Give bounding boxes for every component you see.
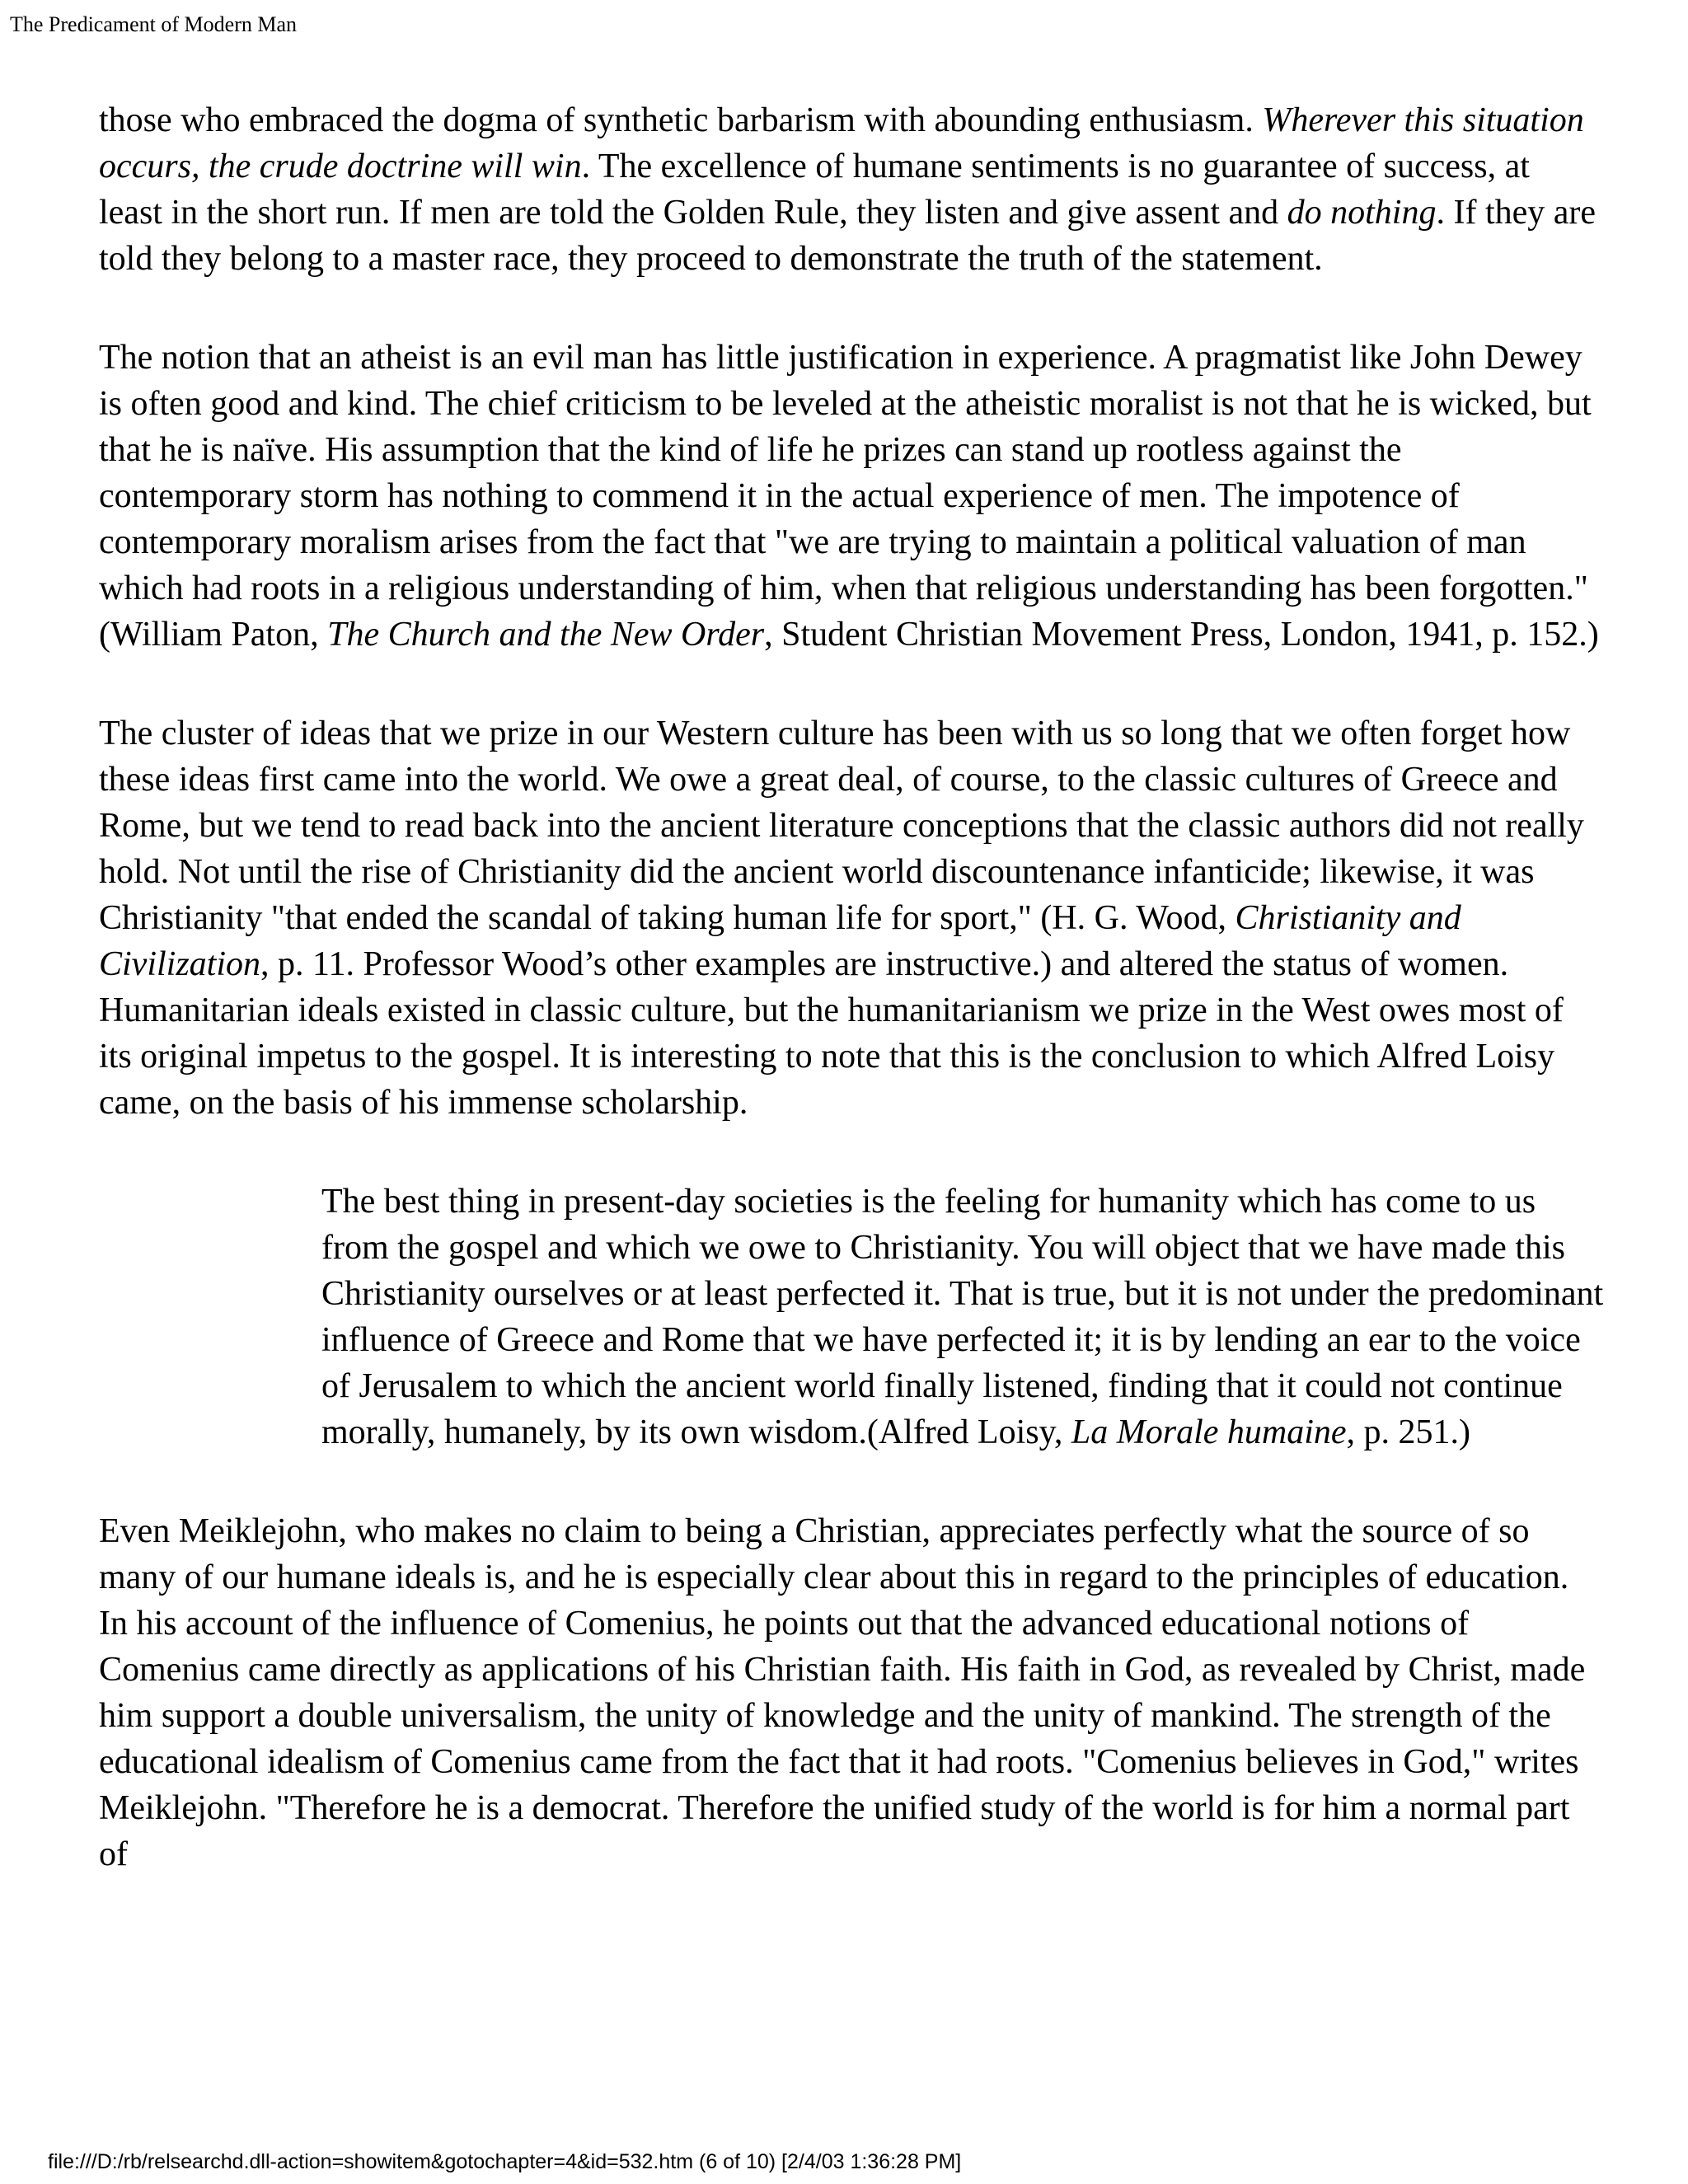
- italic-segment: do nothing: [1287, 194, 1437, 232]
- paragraph-barbarism: [99, 97, 1599, 282]
- document-body: [99, 97, 1604, 1930]
- italic-segment: La Morale humaine: [1071, 1413, 1347, 1451]
- page-header-title: The Predicament of Modern Man: [10, 12, 298, 36]
- text-segment: The cluster of ideas that we prize in our Western culture has been with us so long that we often forget how these ideas first came into the world. We owe a great deal, of course, to the classic cultures of Greece and Rome, but we tend to read back into the ancient literature conceptions that the classic authors did not really hold. Not until the rise of Christianity did the ancient world discountenance infanticide; likewise, it was Christianity "that ended the scandal of taking human life for sport," (H. G. Wood,: [99, 715, 1584, 937]
- text-segment: those who embraced the dogma of synthetic barbarism with abounding enthusiasm.: [99, 101, 1263, 139]
- text-segment: Even Meiklejohn, who makes no claim to being a Christian, appreciates perfectly what the source of so many of our humane ideals is, and he is especially clear about this in regard to the principles of education. In his account of the influence of Comenius, he points out that the advanced educational notions of Comenius came directly as applications of his Christian faith. His faith in God, as revealed by Christ, made him support a double universalism, the unity of knowledge and the unity of mankind. The strength of the educational idealism of Comenius came from the fact that it had roots. "Comenius believes in God," writes Meiklejohn. "Therefore he is a democrat. Therefore the unified study of the world is for him a normal part of: [99, 1512, 1586, 1873]
- block-quote-loisy: [321, 1179, 1607, 1455]
- text-segment: , p. 251.): [1346, 1413, 1471, 1451]
- text-segment: The notion that an atheist is an evil man has little justification in experience. A pragmatist like John Dewey is often good and kind. The chief criticism to be leveled at the atheistic moralist is not that he is wicked, but that he is naïve. His assumption that the kind of life he prizes can stand up rootless against the contemporary storm has nothing to commend it in the actual experience of men. The impotence of contemporary moralism arises from the fact that "we are trying to maintain a political valuation of man which had roots in a religious understanding of him, when that religious understanding has been forgotten." (William Paton,: [99, 339, 1592, 654]
- text-segment: , Student Christian Movement Press, London, 1941, p. 152.): [764, 616, 1599, 654]
- text-segment: The best thing in present-day societies is the feeling for humanity which has come to us from the gospel and which we owe to Christianity. You will object that we have made this Christianity ourselves or at least perfected it. That is true, but it is not under the predominant influence of Greece and Rome that we have perfected it; it is by lending an ear to the voice of Jerusalem to which the ancient world finally listened, finding that it could not continue morally, humanely, by its own wisdom.(Alfred Loisy,: [321, 1183, 1604, 1451]
- italic-segment: Wherever this situation occurs, the crude doctrine will win: [99, 101, 1584, 185]
- text-segment: , p. 11. Professor Wood’s other examples are instructive.) and altered the status of women. Humanitarian ideals existed in classic culture, but the humanitarianism we prize in the West owes most of its original impetus to the gospel. It is interesting to note that this is the conclusion to which Alfred Loisy came, on the basis of his immense scholarship.: [99, 945, 1564, 1122]
- paragraph-meiklejohn: [99, 1508, 1599, 1877]
- paragraph-western-culture: [99, 710, 1599, 1126]
- text-segment: . If they are told they belong to a master race, they proceed to demonstrate the truth of the statement.: [99, 194, 1597, 278]
- text-segment: . The excellence of humane sentiments is no guarantee of success, at least in the short run. If men are told the Golden Rule, they listen and give assent and: [99, 148, 1530, 232]
- paragraph-atheist: [99, 335, 1599, 658]
- italic-segment: The Church and the New Order: [327, 616, 765, 654]
- page-footer-url: file:///D:/rb/relsearchd.dll-action=showitem&gotochapter=4&id=532.htm (6 of 10) [2/4/03 1:36:28 PM]: [48, 2150, 962, 2173]
- italic-segment: Christianity and Civilization: [99, 899, 1461, 983]
